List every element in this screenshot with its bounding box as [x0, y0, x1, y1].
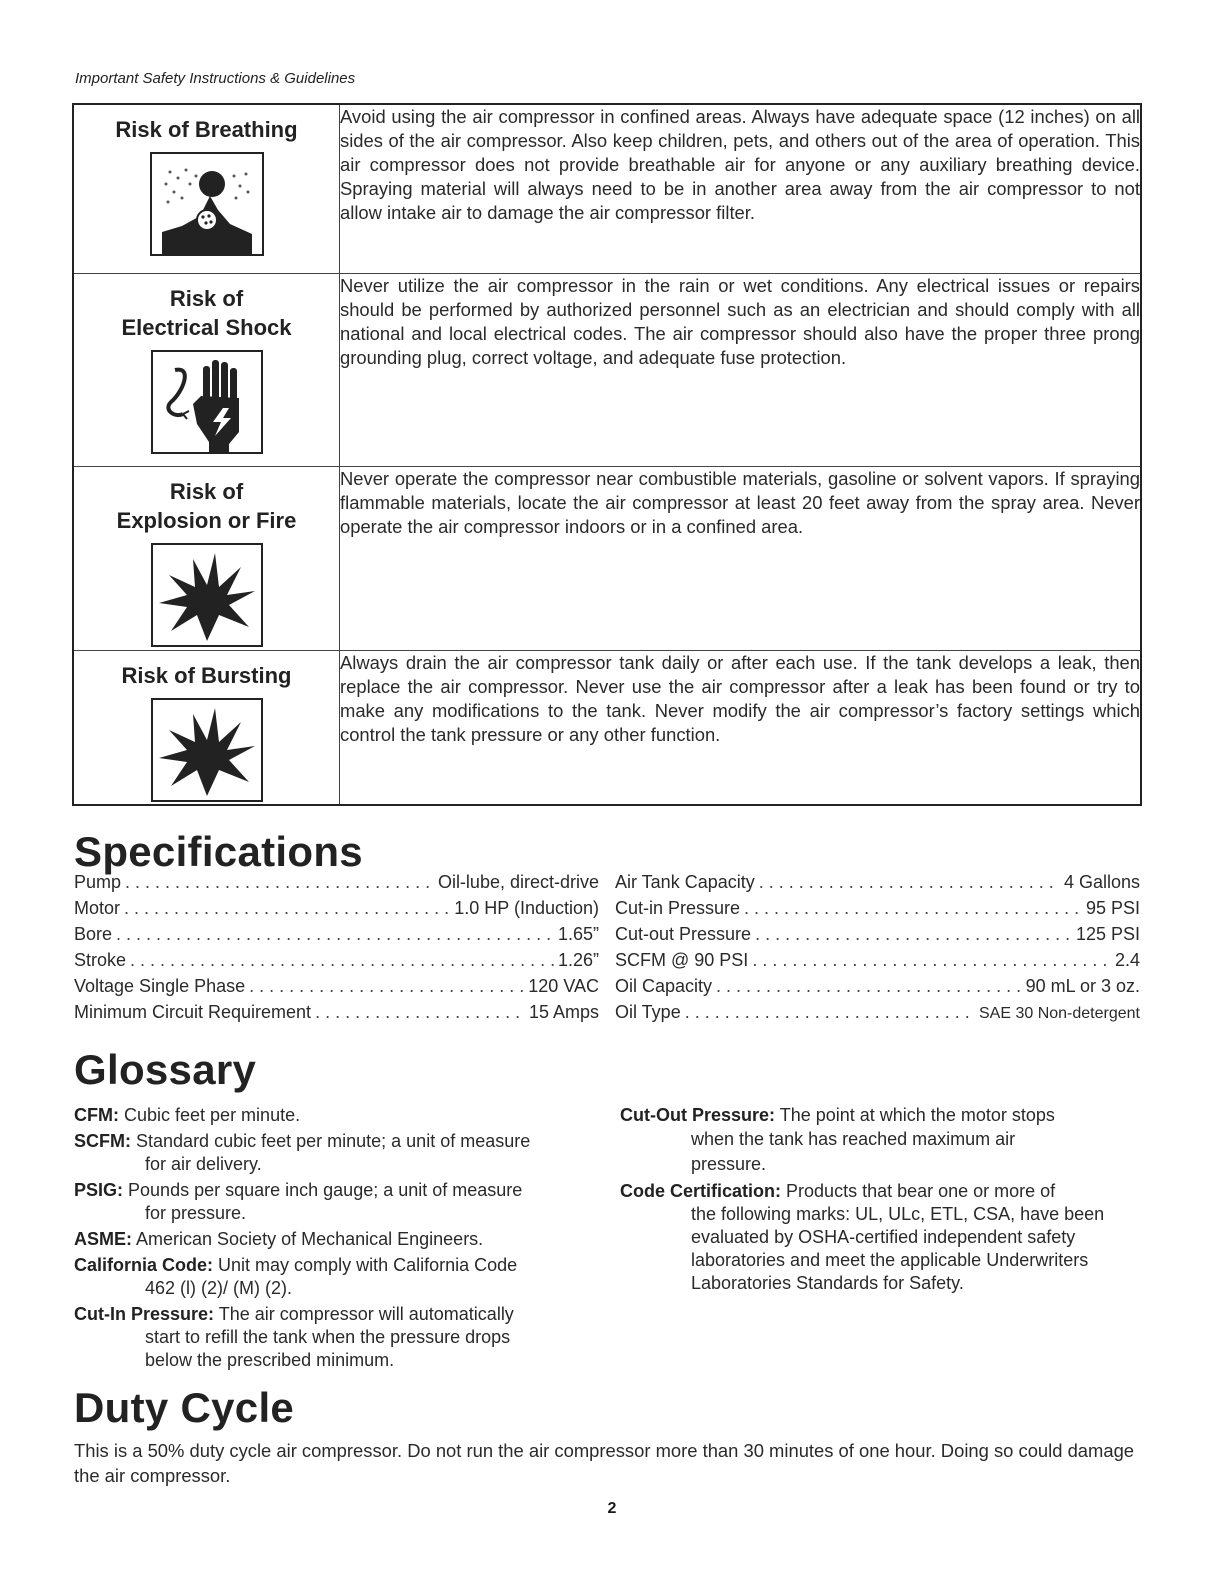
spec-row — [615, 898, 1140, 924]
glossary-definition-continued: when the tank has reached maximum air pressure. — [691, 1129, 1016, 1174]
spec-label: Oil Type — [615, 1002, 681, 1022]
glossary-definition: The point at which the motor stops — [779, 1105, 1055, 1125]
risk-description: Never operate the compressor near combustible materials, gasoline or solvent vapors. If spraying flammable materials, locate the air compressor at least 20 feet away from the spray area. Never operate the air compressor indoors or in a confined area. — [340, 467, 1142, 651]
spec-row — [615, 1002, 1140, 1028]
spec-label: Voltage Single Phase — [74, 976, 246, 996]
spec-row — [74, 872, 599, 898]
explosion-icon — [151, 543, 263, 647]
glossary-definition: American Society of Mechanical Engineers. — [136, 1229, 484, 1249]
spec-row — [74, 924, 599, 950]
spec-row — [74, 976, 599, 1002]
glossary-definition: Products that bear one or more of — [786, 1181, 1056, 1201]
burst-icon — [151, 698, 263, 802]
glossary-definition: The air compressor will automatically — [218, 1304, 514, 1324]
glossary-entry — [74, 1303, 594, 1372]
risk-row-bursting — [73, 651, 1141, 806]
glossary-entry — [620, 1180, 1140, 1295]
risk-description: Avoid using the air compressor in confined areas. Always have adequate space (12 inches) on all sides of the air compressor. Also keep children, pets, and others out of the area of operation. This air compressor does not provide breathable air for anyone or any auxiliary breathing device. Spraying material will always need to be in another area away from the air compressor to not allow intake air to damage the air compressor filter. — [340, 104, 1142, 274]
risk-label-cell — [73, 274, 340, 467]
spec-row — [615, 950, 1140, 976]
risk-label-cell — [73, 651, 340, 806]
risk-title: Risk of Bursting — [121, 663, 292, 688]
glossary-list — [74, 1104, 1140, 1375]
risk-title-line: Explosion or Fire — [116, 508, 297, 533]
glossary-definition: Pounds per square inch gauge; a unit of measure — [128, 1180, 523, 1200]
spec-label: SCFM @ 90 PSI — [615, 950, 749, 970]
risk-row-breathing — [73, 104, 1141, 274]
spec-value: 95 PSI — [1085, 898, 1140, 918]
risk-label-cell — [73, 467, 340, 651]
spec-label: Cut-in Pressure — [615, 898, 741, 918]
glossary-definition-continued: 462 (l) (2)/ (M) (2). — [145, 1278, 293, 1298]
spec-row — [615, 872, 1140, 898]
risk-description: Never utilize the air compressor in the rain or wet conditions. Any electrical issues or repairs should be performed by authorized personnel such as an electrician and should comply with all national and local electrical codes. The air compressor should also have the proper three prong grounding plug, correct voltage, and adequate fuse protection. — [340, 274, 1142, 467]
spec-label: Oil Capacity — [615, 976, 713, 996]
glossary-entry — [74, 1228, 594, 1251]
glossary-definition-continued: for pressure. — [145, 1203, 247, 1223]
spec-row — [74, 1002, 599, 1028]
glossary-term: Cut-In Pressure: — [74, 1304, 215, 1324]
spec-value: 1.0 HP (Induction) — [454, 898, 599, 918]
risk-title: Risk of Breathing — [115, 117, 298, 142]
glossary-entry — [74, 1130, 594, 1176]
glossary-definition: Standard cubic feet per minute; a unit of measure — [136, 1131, 531, 1151]
spec-value: Oil-lube, direct-drive — [437, 872, 599, 892]
glossary-right-column — [620, 1104, 1140, 1375]
breathing-hazard-icon — [150, 152, 264, 256]
duty-cycle-text: This is a 50% duty cycle air compressor. Do not run the air compressor more than 30 minutes of one hour. Doing so could damage the air compressor. — [74, 1440, 1135, 1486]
spec-row — [74, 950, 599, 976]
glossary-term: PSIG: — [74, 1180, 124, 1200]
glossary-term: Cut-Out Pressure: — [620, 1105, 776, 1125]
glossary-definition: Cubic feet per minute. — [124, 1105, 301, 1125]
spec-label: Motor — [74, 898, 121, 918]
safety-risk-table — [72, 103, 1142, 806]
spec-label: Minimum Circuit Requirement — [74, 1002, 312, 1022]
spec-label: Pump — [74, 872, 122, 892]
glossary-term: ASME: — [74, 1229, 132, 1249]
spec-row — [615, 976, 1140, 1002]
specifications-heading: Specifications — [74, 828, 363, 875]
spec-value: 1.65” — [557, 924, 599, 944]
spec-label: Air Tank Capacity — [615, 872, 755, 892]
spec-value: 2.4 — [1114, 950, 1140, 970]
glossary-entry — [620, 1104, 1140, 1177]
glossary-term: SCFM: — [74, 1131, 131, 1151]
spec-row — [74, 898, 599, 924]
glossary-term: Code Certification: — [620, 1181, 782, 1201]
spec-value: 15 Amps — [528, 1002, 599, 1022]
risk-label-cell — [73, 104, 340, 274]
glossary-term: CFM: — [74, 1105, 119, 1125]
spec-label: Bore — [74, 924, 113, 944]
spec-value: SAE 30 Non-detergent — [979, 1005, 1140, 1022]
risk-title — [74, 284, 339, 342]
glossary-term: California Code: — [74, 1255, 214, 1275]
spec-row — [615, 924, 1140, 950]
spec-value: 90 mL or 3 oz. — [1025, 976, 1140, 996]
electrical-shock-icon — [151, 350, 263, 454]
glossary-left-column — [74, 1104, 594, 1375]
glossary-entry — [74, 1179, 594, 1225]
spec-value: 125 PSI — [1075, 924, 1140, 944]
glossary-heading: Glossary — [74, 1046, 257, 1093]
risk-row-electrical-shock — [73, 274, 1141, 467]
specifications-list — [74, 872, 1140, 1028]
risk-row-explosion-fire — [73, 467, 1141, 651]
spec-value: 4 Gallons — [1063, 872, 1140, 892]
risk-title-line: Electrical Shock — [121, 315, 292, 340]
glossary-definition-continued: the following marks: UL, ULc, ETL, CSA, have been evaluated by OSHA-certified independent safety laboratories and meet the applicable Underwriters Laboratories Standards for Safety. — [691, 1204, 1105, 1293]
glossary-entry — [74, 1254, 594, 1300]
glossary-definition-continued: for air delivery. — [145, 1154, 262, 1174]
risk-title-line: Risk of — [169, 479, 244, 504]
risk-title-line: Risk of — [169, 286, 244, 311]
risk-title — [74, 477, 339, 535]
specifications-left-column — [74, 872, 599, 1028]
specifications-right-column — [615, 872, 1140, 1028]
glossary-definition: Unit may comply with California Code — [218, 1255, 518, 1275]
spec-value: 1.26” — [557, 950, 599, 970]
glossary-entry — [74, 1104, 594, 1127]
page-number: 2 — [607, 1500, 617, 1517]
glossary-definition-continued: start to refill the tank when the pressure drops below the prescribed minimum. — [145, 1327, 511, 1370]
running-header: Important Safety Instructions & Guidelines — [75, 70, 356, 87]
duty-cycle-heading: Duty Cycle — [74, 1384, 295, 1431]
spec-label: Stroke — [74, 950, 127, 970]
spec-label: Cut-out Pressure — [615, 924, 752, 944]
risk-description: Always drain the air compressor tank daily or after each use. If the tank develops a leak, then replace the air compressor. Never use the air compressor after a leak has been found or try to make any modifications to the tank. Never modify the air compressor’s factory settings which control the tank pressure or any other function. — [340, 651, 1142, 806]
spec-value: 120 VAC — [528, 976, 599, 996]
